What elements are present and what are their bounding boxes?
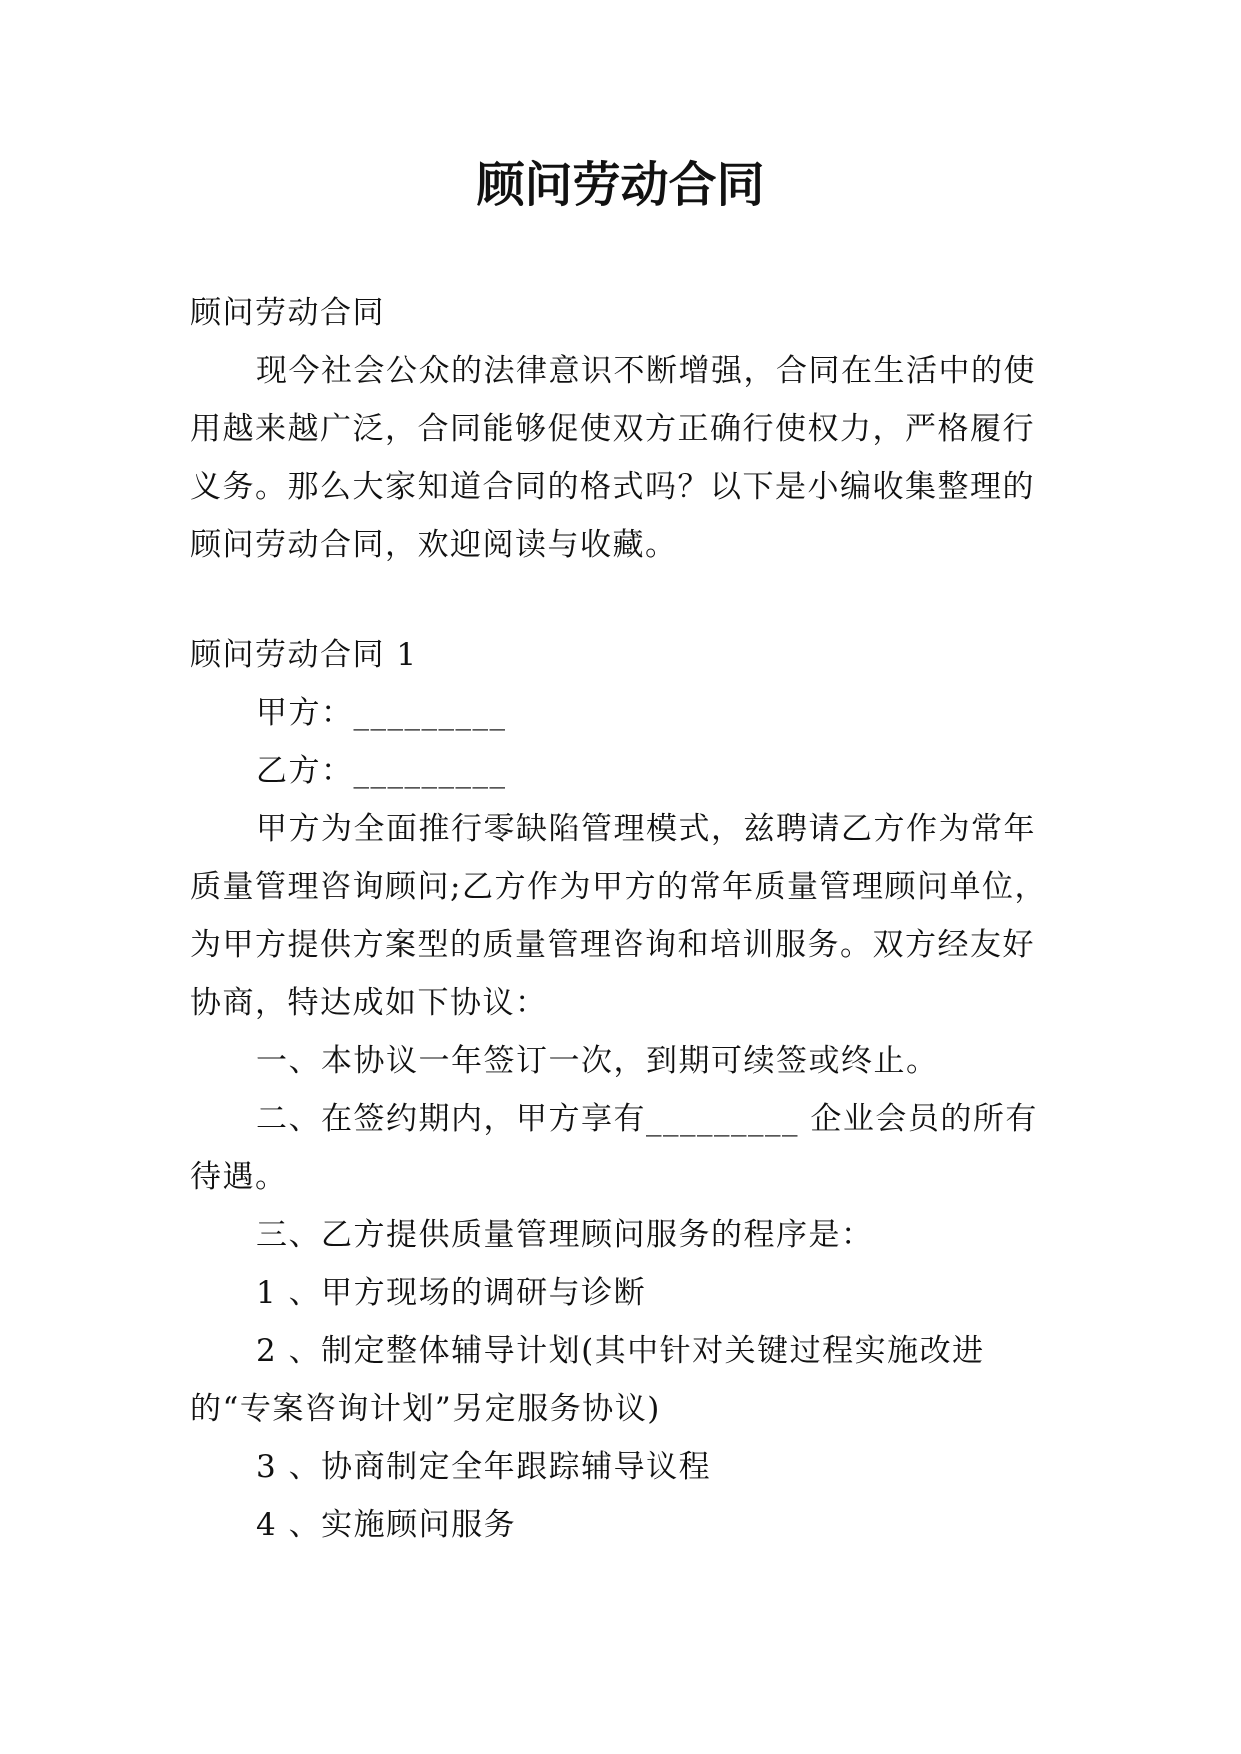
clause-1: 一、本协议一年签订一次，到期可续签或终止。 xyxy=(256,1043,939,1079)
procedure-item-3: 3 、协商制定全年跟踪辅导议程 xyxy=(256,1449,712,1485)
contract-heading: 顾问劳动合同 1 xyxy=(190,637,418,673)
document-body xyxy=(190,284,1060,1554)
section-heading: 顾问劳动合同 xyxy=(190,295,385,331)
document-title: 顾问劳动合同 xyxy=(476,157,765,213)
preamble-paragraph: 甲方为全面推行零缺陷管理模式，兹聘请乙方作为常年质量管理咨询顾问;乙方作为甲方的常年质量管理顾问单位，为甲方提供方案型的质量管理咨询和培训服务。双方经友好协商，特达成如下协议： xyxy=(190,811,1047,1021)
party-a-line: 甲方：_________ xyxy=(256,695,507,731)
procedure-item-1: 1 、甲方现场的调研与诊断 xyxy=(256,1275,647,1311)
procedure-item-2: 2 、制定整体辅导计划(其中针对关键过程实施改进的“专案咨询计划”另定服务协议) xyxy=(190,1333,985,1427)
intro-paragraph: 现今社会公众的法律意识不断增强，合同在生活中的使用越来越广泛，合同能够促使双方正确行使权力，严格履行义务。那么大家知道合同的格式吗？以下是小编收集整理的顾问劳动合同，欢迎阅读与收藏。 xyxy=(190,353,1036,563)
procedure-item-4: 4 、实施顾问服务 xyxy=(256,1507,517,1543)
party-b-line: 乙方：_________ xyxy=(256,753,507,789)
clause-2: 二、在签约期内，甲方享有_________ 企业会员的所有待遇。 xyxy=(190,1101,1038,1195)
clause-3: 三、乙方提供质量管理顾问服务的程序是： xyxy=(256,1217,874,1253)
